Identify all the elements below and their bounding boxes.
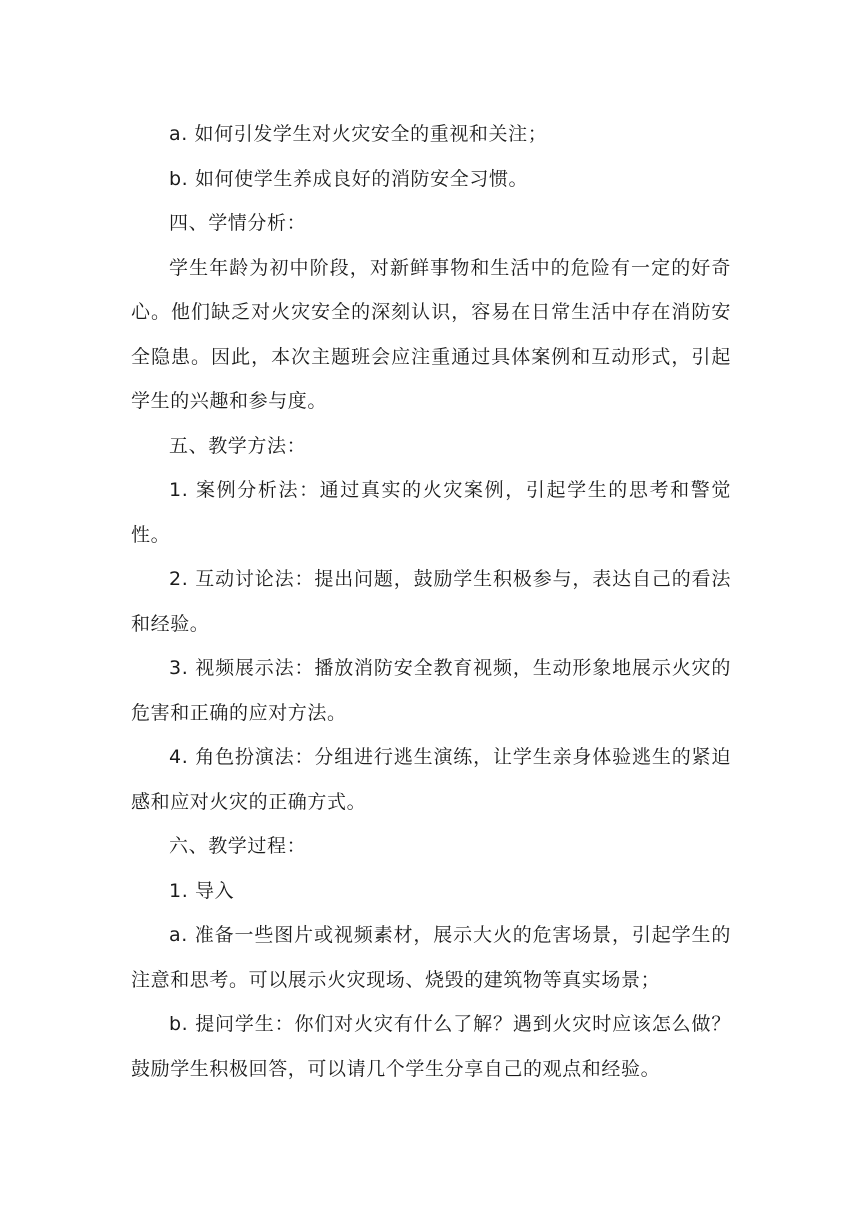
method-item-4: 4. 角色扮演法：分组进行逃生演练，让学生亲身体验逃生的紧迫感和应对火灾的正确方式。 <box>131 746 731 813</box>
process-item-a: a. 准备一些图片或视频素材，展示大火的危害场景，引起学生的注意和思考。可以展示火灾现场、烧毁的建筑物等真实场景； <box>131 924 731 991</box>
section-heading-teaching-process: 六、教学过程： <box>169 835 307 857</box>
document-body <box>131 112 731 1091</box>
process-step-1: 1. 导入 <box>169 879 235 902</box>
method-item-1: 1. 案例分析法：通过真实的火灾案例，引起学生的思考和警觉性。 <box>131 479 731 546</box>
paragraph-learning-analysis: 学生年龄为初中阶段，对新鲜事物和生活中的危险有一定的好奇心。他们缺乏对火灾安全的深刻认识，容易在日常生活中存在消防安全隐患。因此，本次主题班会应注重通过具体案例和互动形式，引起学生的兴趣和参与度。 <box>131 256 731 412</box>
section-heading-teaching-methods: 五、教学方法： <box>169 434 307 457</box>
list-item-a: a. 如何引发学生对火灾安全的重视和关注； <box>169 123 548 145</box>
method-item-3: 3. 视频展示法：播放消防安全教育视频，生动形象地展示火灾的危害和正确的应对方法。 <box>131 657 731 724</box>
method-item-2: 2. 互动讨论法：提出问题，鼓励学生积极参与，表达自己的看法和经验。 <box>131 568 731 635</box>
section-heading-learning-analysis: 四、学情分析： <box>169 212 307 234</box>
list-item-b: b. 如何使学生养成良好的消防安全习惯。 <box>169 167 529 190</box>
process-item-b: b. 提问学生：你们对火灾有什么了解？遇到火灾时应该怎么做？鼓励学生积极回答，可以请几个学生分享自己的观点和经验。 <box>131 1013 731 1080</box>
